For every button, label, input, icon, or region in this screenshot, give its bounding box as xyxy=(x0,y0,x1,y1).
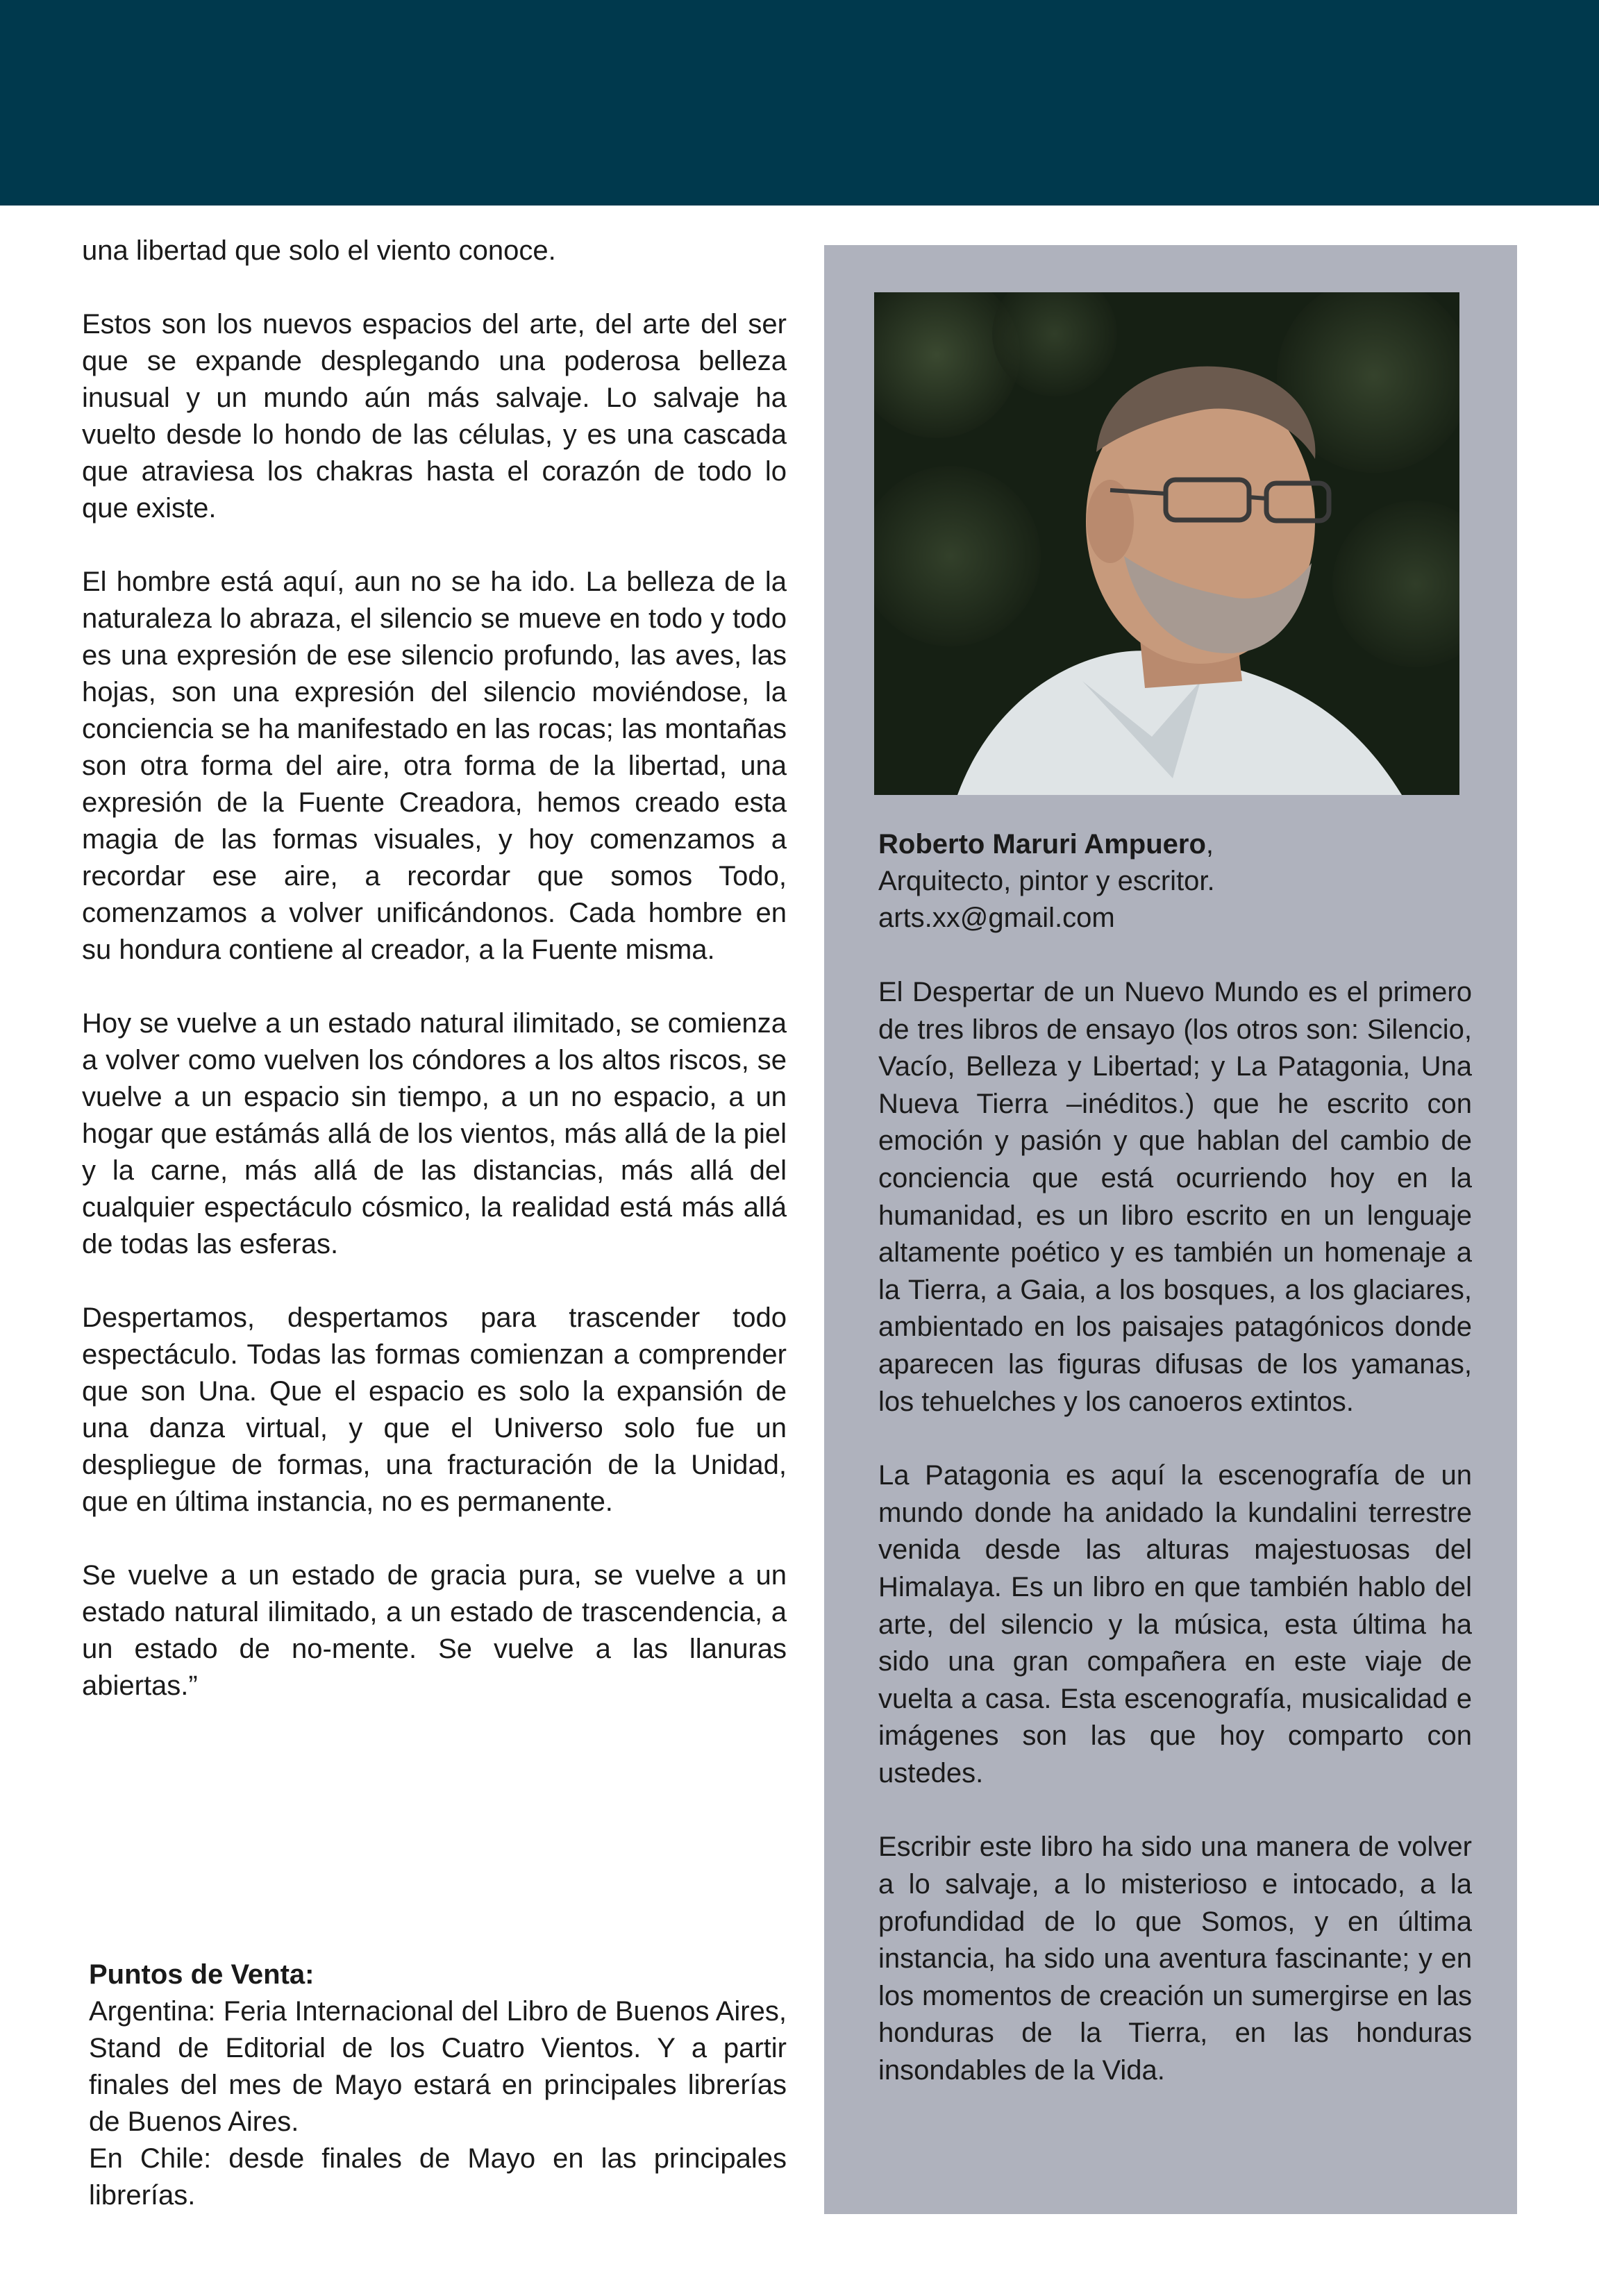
article-paragraph: Hoy se vuelve a un estado natural ilimitado, se comienza a volver como vuelven los cóndores a los altos riscos, se vuelve a un espacio sin tiempo, a un no espacio, a un hogar que estámás allá de los vientos, más allá de la piel y la carne, más allá de las distancias, más allá del cualquier espectáculo cósmico, la realidad está más allá de todas las esferas. xyxy=(82,1008,787,1259)
sidebar-paragraph: El Despertar de un Nuevo Mundo es el primero de tres libros de ensayo (los otros son: Silencio, Vacío, Belleza y Libertad; y La Patagonia, Una Nueva Tierra –inéditos.) que he escrito con emoción y pasión y que hablan del cambio de conciencia que está ocurriendo hoy en la humanidad, es un libro escrito en un lenguaje altamente poético y es también un homenaje a la Tierra, a Gaia, a los bosques, a los glaciares, ambientado en los paisajes patagónicos donde aparecen las figuras difusas de los yamanas, los tehuelches y los canoeros extintos. xyxy=(878,977,1472,1417)
author-role: Arquitecto, pintor y escritor. xyxy=(878,866,1215,896)
points-of-sale-title: Puntos de Venta: xyxy=(89,1959,315,1990)
author-portrait xyxy=(874,292,1459,795)
sidebar-paragraph: La Patagonia es aquí la escenografía de un mundo donde ha anidado la kundalini terrestre venida desde las alturas majestuosas del Himalaya. Es un libro en que también hablo del arte, del silencio y la música, esta última ha sido una gran compañera en este viaje de vuelta a casa. Esta escenografía, musicalidad e imágenes son las que hoy comparto con ustedes. xyxy=(878,1460,1472,1788)
author-sidebar xyxy=(824,245,1517,2214)
article-paragraph: Despertamos, despertamos para trascender todo espectáculo. Todas las formas comienzan a comprender que son Una. Que el espacio es solo la expansión de una danza virtual, y que el Universo solo fue un despliegue de formas, una fracturación de la Unidad, que en última instancia, no es permanente. xyxy=(82,1302,787,1517)
header-band xyxy=(0,0,1599,206)
sale-point-argentina: Argentina: Feria Internacional del Libro de Buenos Aires, Stand de Editorial de los Cuatro Vientos. Y a partir finales del mes de Mayo estará en principales librerías de Buenos Aires. xyxy=(89,1996,787,2137)
sidebar-text xyxy=(878,974,1472,2127)
author-name: Roberto Maruri Ampuero xyxy=(878,829,1206,860)
article-paragraph: una libertad que solo el viento conoce. xyxy=(82,235,556,266)
author-info xyxy=(878,826,1472,937)
article-paragraph: El hombre está aquí, aun no se ha ido. La belleza de la naturaleza lo abraza, el silencio se mueve en todo y todo es una expresión de ese silencio profundo, las aves, las hojas, son una expresión del silencio moviéndose, la conciencia se ha manifestado en las rocas; las montañas son otra forma del aire, otra forma de la libertad, una expresión de la Fuente Creadora, hemos creado esta magia de las formas visuales, y hoy comenzamos a recordar ese aire, a recordar que somos Todo, comenzamos a volver unificándonos. Cada hombre en su hondura contiene al creador, a la Fuente misma. xyxy=(82,567,787,965)
sidebar-paragraph: Escribir este libro ha sido una manera de volver a lo salvaje, a lo misterioso e intocado, a la profundidad de lo que Somos, y en última instancia, ha sido una aventura fascinante; y en los momentos de creación un sumergirse en las honduras de la Tierra, en las honduras insondables de la Vida. xyxy=(878,1832,1472,2086)
article-paragraph: Se vuelve a un estado de gracia pura, se vuelve a un estado natural ilimitado, a un estado de trascendencia, a un estado de no-mente. Se vuelve a las llanuras abiertas.” xyxy=(82,1560,787,1701)
author-name-suffix: , xyxy=(1205,829,1214,860)
author-portrait-illustration xyxy=(874,292,1459,795)
sale-point-chile: En Chile: desde finales de Mayo en las principales librerías. xyxy=(89,2143,787,2211)
article-paragraph: Estos son los nuevos espacios del arte, del arte del ser que se expande desplegando una poderosa belleza inusual y un mundo aún más salvaje. Lo salvaje ha vuelto desde lo hondo de las células, y es una cascada que atraviesa los chakras hasta el corazón de todo lo que existe. xyxy=(82,309,787,523)
author-email: arts.xx@gmail.com xyxy=(878,903,1115,933)
main-article-column xyxy=(82,233,787,1704)
points-of-sale xyxy=(89,1956,787,2214)
